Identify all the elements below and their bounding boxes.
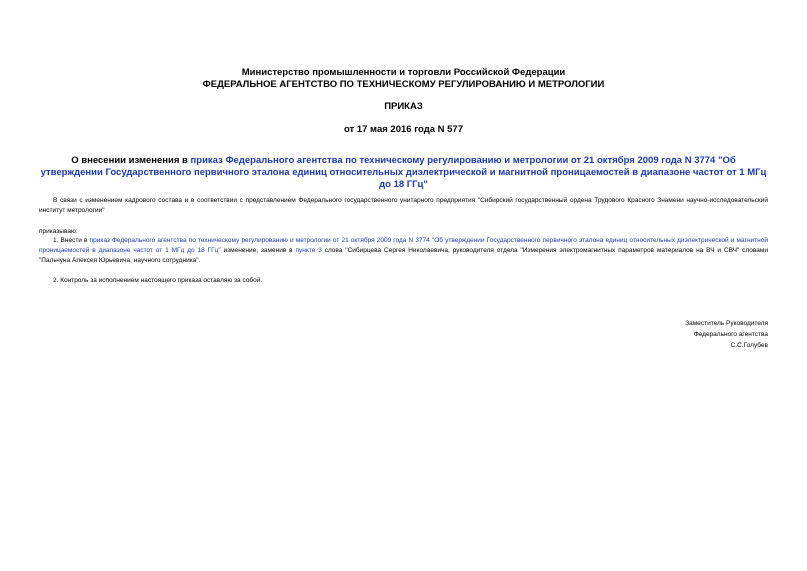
ministry-title: Министерство промышленности и торговли Российской Федерации bbox=[241, 67, 566, 78]
item-1-mid: изменение, заменив в bbox=[220, 247, 296, 254]
preamble-paragraph: В связи с изменением кадрового состава и в соответствии с представлением Федерального государственного унитарного предприятия "Сибирский государственный ордена Трудового Красного Знамени научно-исследовательский институт метрологии" bbox=[39, 197, 768, 214]
agency-title: ФЕДЕРАЛЬНОЕ АГЕНТСТВО ПО ТЕХНИЧЕСКОМУ РЕГУЛИРОВАНИЮ И МЕТРОЛОГИИ bbox=[202, 79, 605, 90]
item-1-paragraph bbox=[39, 236, 768, 266]
signature-agency: Федерального агентства bbox=[693, 331, 768, 338]
document-date-number: от 17 мая 2016 года N 577 bbox=[343, 124, 464, 135]
subject-prefix: О внесении изменения в bbox=[71, 155, 191, 166]
item-2-paragraph: 2. Контроль за исполнением настоящего приказа оставляю за собой. bbox=[53, 277, 263, 284]
signature-block bbox=[568, 318, 768, 351]
item-1-clause-link[interactable]: пункте 3 bbox=[295, 247, 322, 254]
signature-name: С.С.Голубев bbox=[730, 342, 768, 349]
subject-order-link[interactable]: приказ Федерального агентства по техническому регулированию и метрологии от 21 октября 2009 года N 3774 "Об утверждении Государственного первичного эталона единиц относительных диэлектрической и магнитной проницаемостей в диапазоне частот от 1 МГц до 18 ГГц" bbox=[40, 155, 767, 190]
item-1-suffix: слова "Сибирцева Сергея Николаевича, руководителя отдела "Измерения электромагнитных параметров материалов на ВЧ и СВЧ" словами "Пальчуна Алексея Юрьевича, научного сотрудника". bbox=[39, 247, 768, 264]
item-1-order-link[interactable]: приказ Федерального агентства по техническому регулированию и метрологии от 21 октября 2009 года N 3774 "Об утверждении Государственного первичного эталона единиц относительных диэлектрической и магнитной проницаемостей в диапазоне частот от 1 МГц до 18 ГГц" bbox=[39, 237, 768, 254]
document-subject bbox=[40, 155, 767, 191]
item-1-prefix: 1. Внести в bbox=[53, 237, 90, 244]
order-word: приказываю: bbox=[39, 228, 78, 235]
document-type: ПРИКАЗ bbox=[384, 101, 423, 112]
signature-position: Заместитель Руководителя bbox=[685, 320, 768, 327]
